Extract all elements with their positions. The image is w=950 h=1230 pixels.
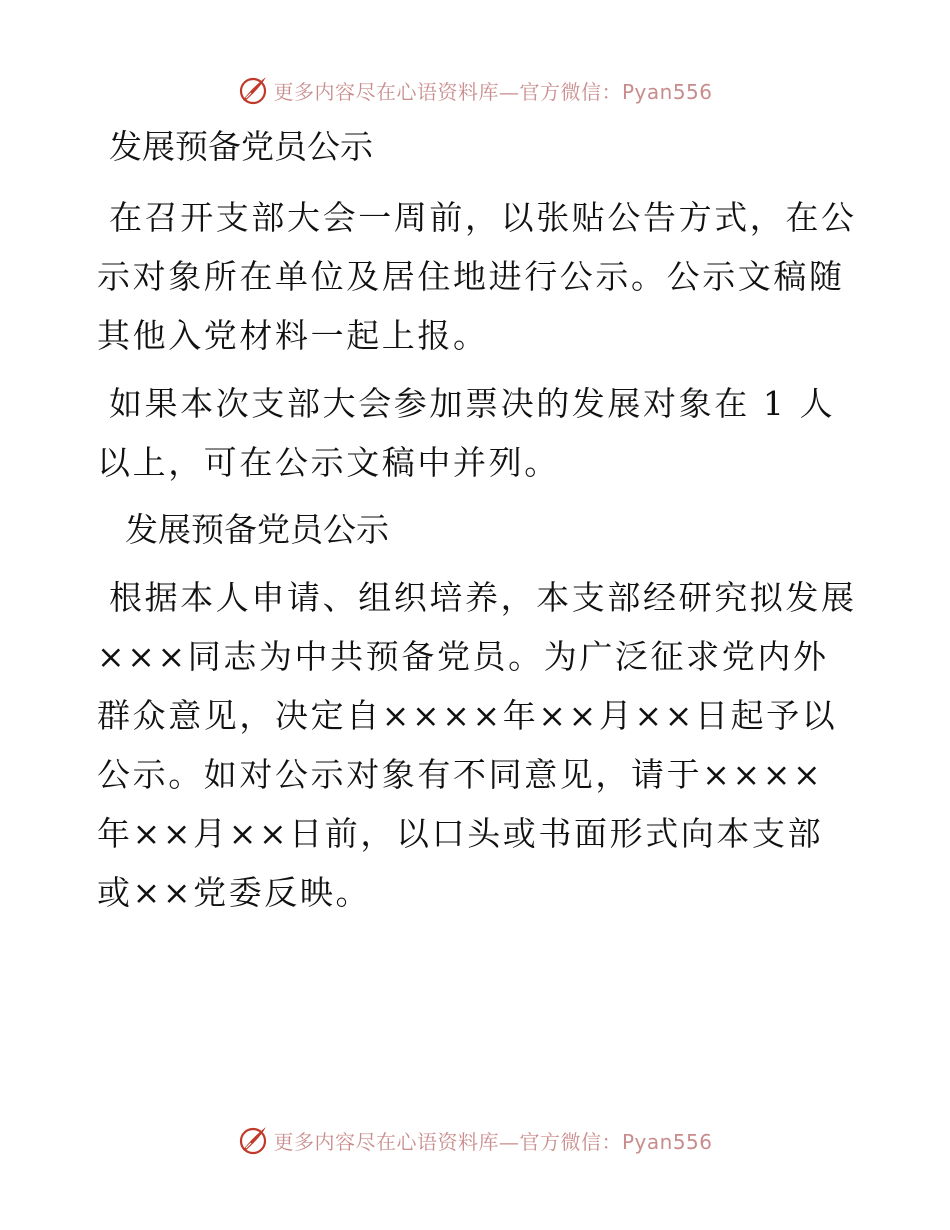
- watermark-wechat-id: Pyan556: [621, 79, 713, 104]
- watermark-wechat-id: Pyan556: [621, 1129, 713, 1154]
- quill-pen-logo-icon: [237, 74, 269, 106]
- header-watermark: [0, 70, 950, 110]
- intro-paragraph: 在召开支部大会一周前，以张贴公告方式，在公示对象所在单位及居住地进行公示。公示文稿随其他入党材料一起上报。: [97, 198, 857, 355]
- watermark-text: [273, 1126, 712, 1155]
- footer-watermark: [0, 1120, 950, 1160]
- document-body: [97, 118, 857, 922]
- watermark-label: 更多内容尽在心语资料库—官方微信：: [273, 1129, 622, 1154]
- note-paragraph: 如果本次支部大会参加票决的发展对象在 1 人以上，可在公示文稿中并列。: [97, 384, 836, 482]
- watermark-label: 更多内容尽在心语资料库—官方微信：: [273, 79, 622, 104]
- quill-pen-logo-icon: [237, 1124, 269, 1156]
- notice-title: 发展预备党员公示: [125, 510, 389, 549]
- notice-body: 根据本人申请、组织培养，本支部经研究拟发展×××同志为中共预备党员。为广泛征求党内外群众意见，决定自××××年××月××日起予以公示。如对公示对象有不同意见，请于××××年××月××日前，以口头或书面形式向本支部或××党委反映。: [97, 578, 857, 912]
- document-title: 发展预备党员公示: [109, 127, 373, 166]
- watermark-text: [273, 76, 712, 105]
